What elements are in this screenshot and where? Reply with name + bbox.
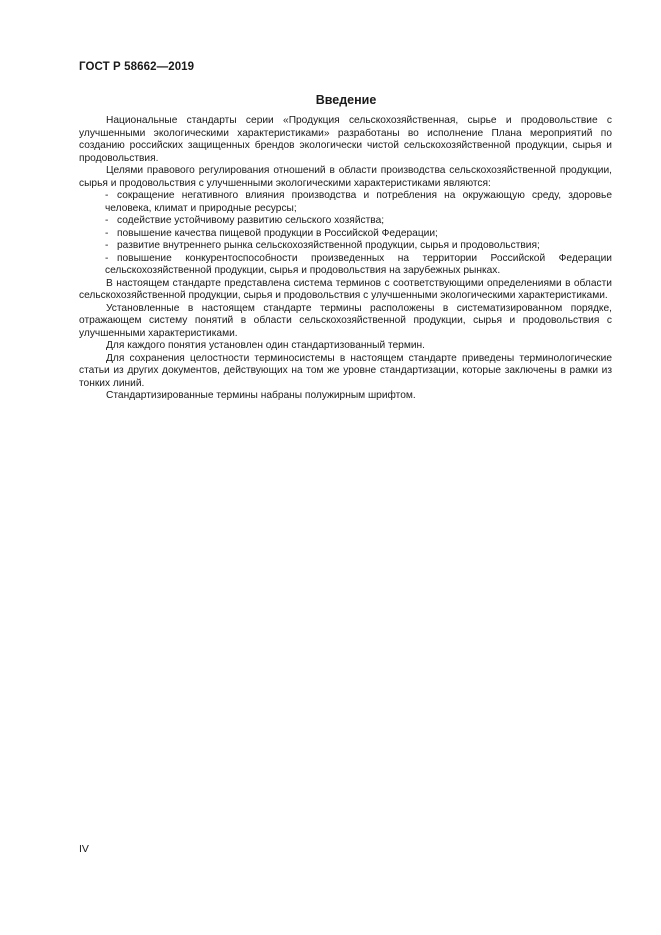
goals-list-item [79, 190, 612, 215]
goals-list-item [79, 240, 612, 253]
list-item-text: сокращение негативного влияния производства и потребления на окружающую среду, здоровье человека, климат и природные ресурсы; [105, 190, 612, 214]
standard-code: ГОСТ Р 58662—2019 [79, 61, 195, 73]
list-item-text: содействие устойчивому развитию сельского хозяйства; [117, 215, 385, 226]
list-marker: - [105, 252, 109, 264]
list-item-text: развитие внутреннего рынка сельскохозяйственной продукции, сырья и продовольствия; [117, 240, 540, 251]
paragraph-single-term: Для каждого понятия установлен один стандартизованный термин. [106, 340, 425, 351]
list-marker: - [105, 215, 109, 226]
list-marker: - [105, 227, 109, 239]
paragraph-term-system: В настоящем стандарте представлена система терминов с соответствующими определениями в области сельскохозяйственной продукции, сырья и продовольствия с улучшенными экологическими характеристиками. [79, 277, 612, 301]
paragraph-bold-terms: Стандартизированные термины набраны полужирным шрифтом. [106, 390, 416, 401]
goals-list-item [79, 228, 612, 241]
introduction-body [79, 115, 612, 403]
goals-list-item [79, 253, 612, 278]
goals-list-item [79, 215, 612, 228]
paragraph-order: Установленные в настоящем стандарте термины расположены в систематизированном порядке, отражающем систему понятий в области сельскохозяйственной продукции, сырья и продовольствия с улучшенными характеристиками. [79, 302, 612, 339]
page-number: IV [79, 843, 89, 855]
list-marker: - [105, 190, 109, 201]
paragraph-integrity: Для сохранения целостности терминосистемы в настоящем стандарте приведены терминологические статьи из других документов, действующих на том же уровне стандартизации, которые заключены в рамки из тонких линий. [79, 352, 612, 389]
list-marker: - [105, 240, 109, 251]
list-item-text: повышение конкурентоспособности произведенных на территории Российской Федерации сельскохозяйственной продукции, сырья и продовольствия на зарубежных рынках. [105, 252, 612, 276]
paragraph-purpose: Национальные стандарты серии «Продукция сельскохозяйственная, сырье и продовольствие с улучшенными экологическими характеристиками» разработаны во исполнение Плана мероприятий по созданию российских защищенных брендов экологически чистой сельскохозяйственной продукции, сырья и продовольствия. [79, 115, 612, 164]
list-item-text: повышение качества пищевой продукции в Российской Федерации; [117, 227, 438, 239]
paragraph-goals: Целями правового регулирования отношений в области производства сельскохозяйственной продукции, сырья и продовольствия с улучшенными экологическими характеристиками являются: [79, 165, 612, 189]
section-title: Введение [315, 93, 377, 107]
